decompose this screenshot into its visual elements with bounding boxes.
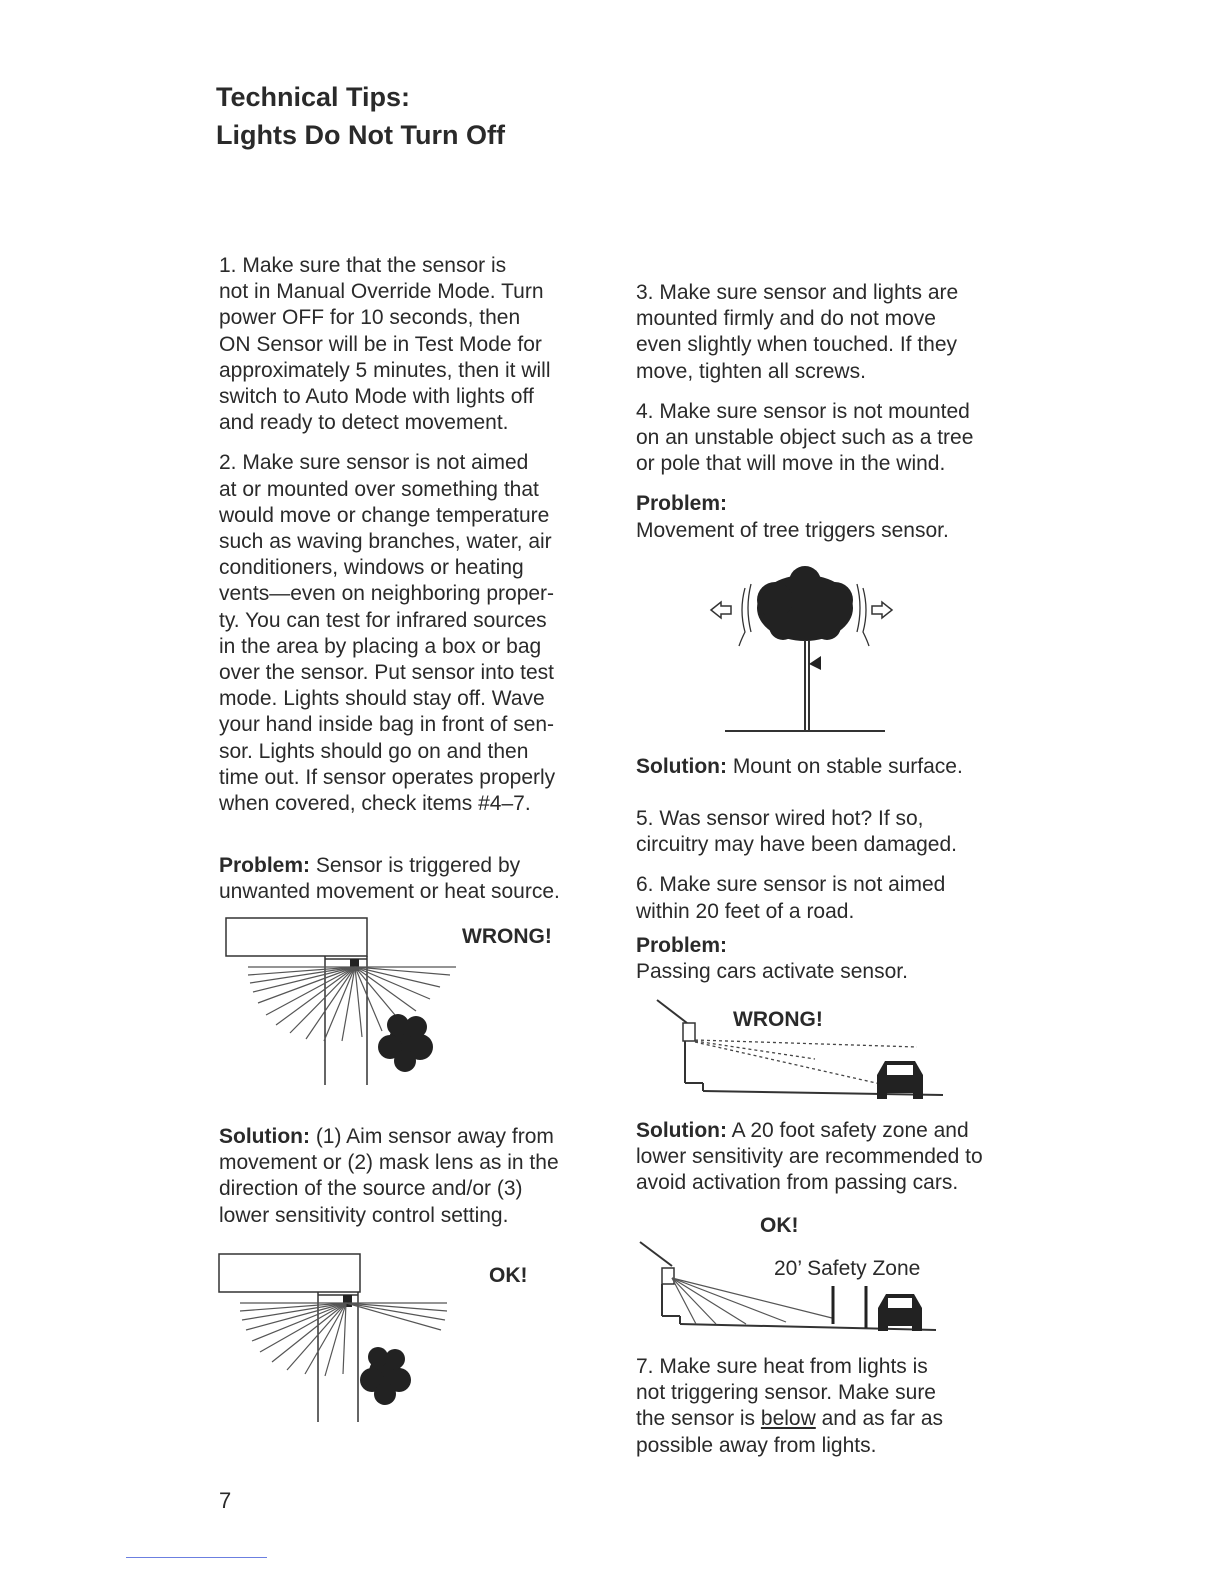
tip-4: 4. Make sure sensor is not mounted on an unstable object such as a tree or pole that will move in the wind. — [636, 399, 974, 476]
solution-text-tree: Mount on stable surface. — [726, 755, 963, 778]
tip-7-underlined: below — [760, 1407, 816, 1431]
tip-1: 1. Make sure that the sensor is not in Manual Override Mode. Turn power OFF for 10 seconds, then ON Sensor will be in Test Mode for approximately 5 minutes, then it will switch to Auto Mode with lights off and ready to detect movement. — [219, 254, 551, 435]
problem-text: Sensor is triggered by unwanted movement or heat source. — [219, 854, 560, 904]
problem-label-tree: Problem: — [636, 492, 728, 516]
sensor-wrong-diagram — [220, 915, 470, 1090]
solution-label-tree: Solution: — [636, 755, 727, 778]
tip-2: 2. Make sure sensor is not aimed at or mounted over something that would move or change temperature such as waving branches, water, air conditioners, windows or heating vents—even on neighboring proper- ty. You can test for infrared sources in the area by placing a box or bag over the sensor. Put sensor into test mode. Lights should stay off. Wave your hand inside bag in front of sen- sor. Lights should go on and then time out. If sensor operates properly when covered, check items #4–7. — [219, 451, 556, 816]
sensor-ok-diagram — [215, 1250, 465, 1425]
road-wrong-diagram — [655, 995, 950, 1105]
page-number: 7 — [219, 1488, 232, 1513]
solution-text: (1) Aim sensor away from movement or (2) mask lens as in the direction of the source and/or (3) lower sensitivity control setting. — [219, 1125, 559, 1227]
right-column-middle — [636, 806, 1016, 985]
wrong-label-left: WRONG! — [462, 925, 552, 948]
right-solution-cars — [636, 1118, 1016, 1197]
tip-6: 6. Make sure sensor is not aimed within 20 feet of a road. — [636, 873, 946, 923]
left-solution — [219, 1124, 599, 1229]
safety-zone-label: 20’ Safety Zone — [774, 1257, 921, 1280]
problem-text-cars: Passing cars activate sensor. — [636, 960, 908, 984]
tip-5: 5. Was sensor wired hot? If so, circuitry may have been damaged. — [636, 807, 957, 857]
wrong-label-right: WRONG! — [733, 1008, 823, 1031]
problem-label: Problem: — [219, 854, 311, 877]
road-ok-diagram — [636, 1238, 946, 1338]
ok-label-left: OK! — [489, 1264, 528, 1287]
solution-label: Solution: — [219, 1125, 310, 1148]
tip-7-end: and as far as possible away from lights. — [636, 1407, 944, 1457]
solution-label-cars: Solution: — [636, 1119, 727, 1142]
right-solution-tree — [636, 754, 1016, 780]
tip-7-start: 7. Make sure heat from lights is not triggering sensor. Make sure the sensor is — [636, 1355, 936, 1431]
tip-3: 3. Make sure sensor and lights are mounted firmly and do not move even slightly when touched. If they move, tighten all screws. — [636, 281, 959, 383]
tree-sensor-diagram — [705, 568, 895, 736]
left-problem — [219, 853, 594, 905]
tip-7 — [636, 1354, 1016, 1459]
right-column-upper — [636, 280, 1016, 544]
problem-text-tree: Movement of tree triggers sensor. — [636, 518, 949, 542]
footer-divider — [126, 1557, 267, 1558]
ok-label-right: OK! — [760, 1214, 799, 1237]
problem-label-cars: Problem: — [636, 933, 728, 957]
solution-text-cars: A 20 foot safety zone and lower sensitivity are recommended to avoid activation from passing cars. — [636, 1119, 983, 1195]
page-title — [216, 78, 505, 154]
title-line-2: Lights Do Not Turn Off — [216, 120, 505, 150]
left-column-upper — [219, 253, 594, 817]
title-line-1: Technical Tips: — [216, 82, 411, 112]
